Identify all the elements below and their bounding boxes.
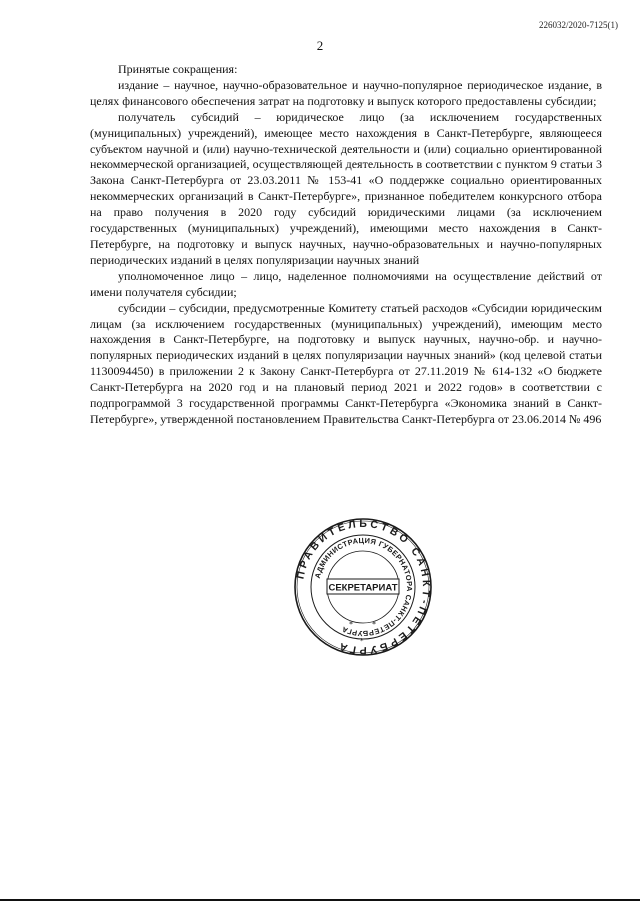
seal-outer-text: ПРАВИТЕЛЬСТВО САНКТ-ПЕТЕРБУРГА <box>294 517 433 657</box>
page-number: 2 <box>316 38 324 53</box>
scan-bottom-edge <box>0 899 640 901</box>
paragraph-upolnomochennoe-litso: уполномоченное лицо – лицо, наделенное полномочиями на осуществление действий от имени получателя субсидии; <box>90 268 602 299</box>
paragraph-subsidii: субсидии – субсидии, предусмотренные Комитету статьей расходов «Субсидии юридическим лицам (за исключением государственных (муниципальных) учреждений), имеющим место нахождения в Санкт-Петербурге, на подготовку и выпуск научных, научно-обр. и научно-популярных периодических изданий в целях популяризации научных знаний» (код целевой статьи 1130094450) в приложении 2 к Закону Санкт-Петербурга от 27.11.2019 № 614-132 «О бюджете Санкт-Петербурга на 2020 год и на плановый период 2021 и 2022 годов» в соответствии с подпрограммой 3 государственной программы Санкт-Петербурга «Экономика знаний в Санкт-Петербурге», утвержденной постановлением Правительства Санкт-Петербурга от 23.06.2014 № 496 <box>90 300 602 426</box>
seal-star-bottom-icon: * <box>360 637 364 645</box>
document-number: 226032/2020-7125(1) <box>539 20 618 30</box>
paragraph-poluchatel: получатель субсидий – юридическое лицо (за исключением государственных (муниципальных) учреждений), имеющее место нахождения в Санкт-Петербурге, являющееся субъектом научной и (или) научно-технической деятельности и (или) социально ориентированной некоммерческой организацией, осуществляющей деятельность в соответствии с пунктом 9 статьи 3 Закона Санкт-Петербурга от 23.03.2011 № 153-41 «О поддержке социально ориентированных некоммерческих организаций в Санкт-Петербурге», признанное победителем конкурсного отбора на право получения в 2020 году субсидий юридическими лицами (за исключением государственных (муниципальных) учреждений), имеющими место нахождения в Санкт-Петербурге, на подготовку и выпуск научных, научно-образовательных и научно-популярных периодических изданий в целях популяризации научных знаний <box>90 109 602 267</box>
seal-star-right-icon: * <box>372 620 376 629</box>
document-body <box>90 62 602 428</box>
seal-center-text: СЕКРЕТАРИАТ <box>328 582 398 594</box>
official-seal-stamp <box>293 517 433 657</box>
seal-inner-text: АДМИНИСТРАЦИЯ ГУБЕРНАТОРА САНКТ-ПЕТЕРБУРГА <box>312 535 415 639</box>
paragraph-izdanie: издание – научное, научно-образовательное и научно-популярное периодическое издание, в целях финансового обеспечения затрат на подготовку и выпуск которого предоставлены субсидии; <box>90 77 602 108</box>
seal-star-left-icon: * <box>349 620 353 629</box>
abbreviations-heading: Принятые сокращения: <box>118 62 238 76</box>
